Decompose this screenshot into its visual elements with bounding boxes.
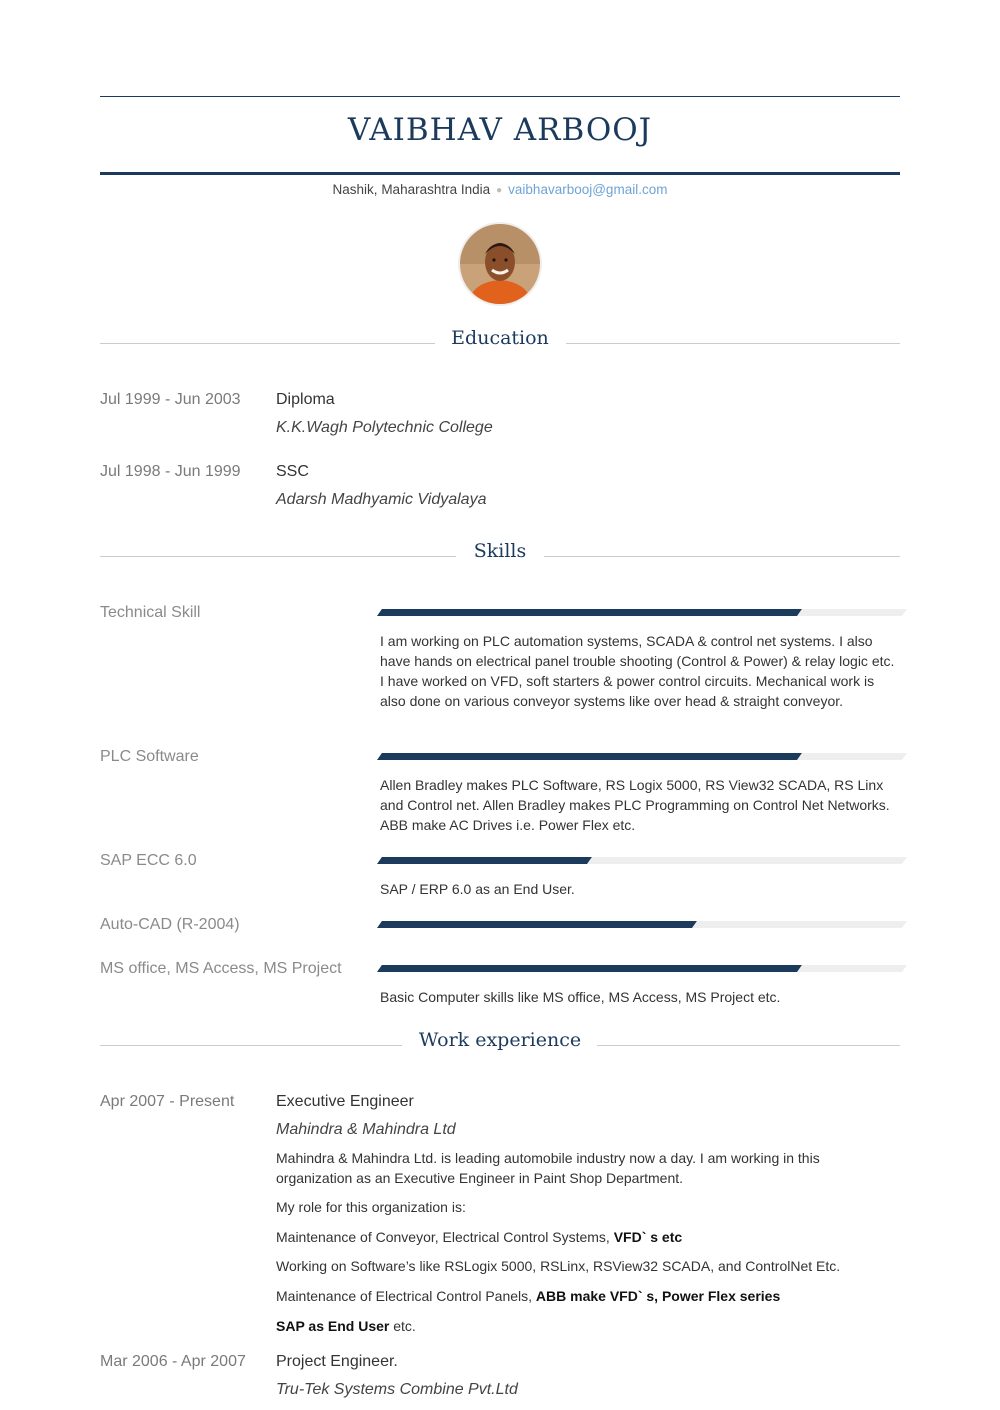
candidate-name: VAIBHAV ARBOOJ [347,112,653,148]
skill-level-fill [377,857,592,864]
duty-bold-text: VFD` s etc [613,1229,683,1245]
work-duty: Working on Software’s like RSLogix 5000, RSLinx, RSView32 SCADA, and ControlNet Etc. [276,1258,841,1274]
work-company: Tru-Tek Systems Combine Pvt.Ltd [276,1381,518,1398]
work-section-header [100,1029,900,1059]
skill-description: Allen Bradley makes PLC Software, RS Logix 5000, RS View32 SCADA, RS Linx and Control net. Allen Bradley makes PLC Programming on Control Net Networks. ABB make AC Drives i.e. Power Flex etc. [380,777,890,833]
work-role-intro: My role for this organization is: [276,1199,466,1215]
email-link[interactable]: vaibhavarbooj@gmail.com [508,182,668,197]
location-text: Nashik, Maharashtra India [332,182,491,197]
header-bottom-rule [100,172,900,175]
duty-text: Maintenance of Conveyor, Electrical Control Systems, [276,1229,614,1245]
skill-level-bar [377,609,907,616]
education-school: K.K.Wagh Polytechnic College [276,419,493,436]
education-degree: Diploma [276,391,335,408]
skill-name: SAP ECC 6.0 [100,852,197,869]
skill-name: MS office, MS Access, MS Project [100,960,342,977]
work-company: Mahindra & Mahindra Ltd [276,1121,456,1138]
contact-line [100,182,900,197]
education-degree: SSC [276,463,309,480]
header-top-rule [100,96,900,97]
skill-level-bar [377,965,907,972]
duty-text: Maintenance of Electrical Control Panels, [276,1288,536,1304]
skill-level-bar [377,921,907,928]
skill-description: I am working on PLC automation systems, SCADA & control net systems. I also have hands on electrical panel trouble shooting (Control & Power) & relay logic etc. I have worked on VFD, soft starters & power control circuits. Mechanical work is also done on various conveyor systems like over head & straight conveyor. [380,633,895,709]
education-date: Jul 1999 - Jun 2003 [100,391,241,408]
duty-text: etc. [389,1318,416,1334]
work-date: Apr 2007 - Present [100,1093,235,1110]
skill-level-fill [377,921,697,928]
education-title: Education [451,327,549,349]
work-title: Work experience [418,1029,582,1051]
skill-level-bar [377,753,907,760]
work-intro: Mahindra & Mahindra Ltd. is leading automobile industry now a day. I am working in this organization as an Executive Engineer in Paint Shop Department. [276,1150,820,1186]
education-section-header [100,327,900,357]
avatar [460,224,540,304]
work-role: Executive Engineer [276,1093,414,1110]
resume-page [100,0,900,1410]
work-role: Project Engineer. [276,1353,398,1370]
duty-bold-text: ABB make VFD` s, Power Flex series [535,1288,781,1304]
work-duty [276,1286,896,1306]
skill-level-bar [377,857,907,864]
skill-level-fill [377,753,802,760]
skill-name: Auto-CAD (R-2004) [100,916,240,933]
skill-name: PLC Software [100,748,199,765]
skill-name: Technical Skill [100,604,201,621]
work-date: Mar 2006 - Apr 2007 [100,1353,246,1370]
duty-bold-text: SAP as End User [276,1318,390,1334]
skill-description: Basic Computer skills like MS office, MS Access, MS Project etc. [380,989,781,1005]
education-school: Adarsh Madhyamic Vidyalaya [276,491,487,508]
skills-section-header [100,540,900,570]
education-date: Jul 1998 - Jun 1999 [100,463,241,480]
work-duty [276,1227,896,1247]
skill-level-fill [377,965,802,972]
skill-description: SAP / ERP 6.0 as an End User. [380,881,575,897]
skill-level-fill [377,609,802,616]
separator-dot-icon: ● [496,184,503,196]
skills-title: Skills [473,540,527,562]
work-duty [276,1316,896,1336]
profile-photo [460,224,540,304]
